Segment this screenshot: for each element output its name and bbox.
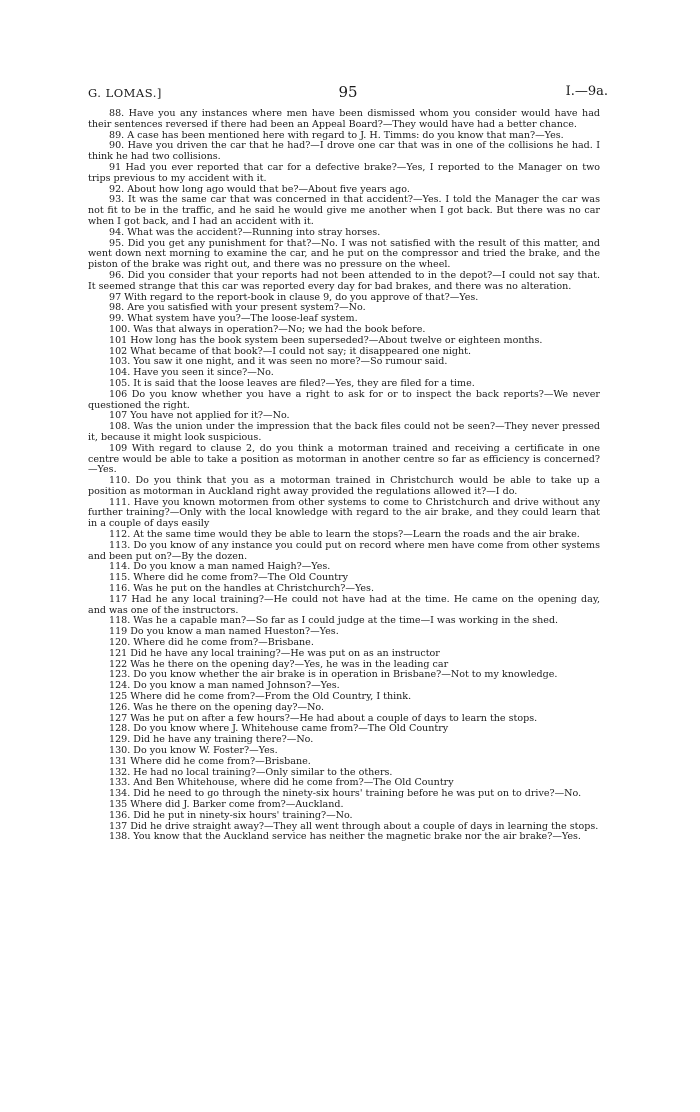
question-answer-paragraph: 120. Where did he come from?—Brisbane. (109, 637, 314, 649)
question-answer-paragraph: 96. Did you consider that your reports had not been attended to in the depot?—I could not say that. It seemed strange that this car was reported every day for bad brakes, and there was no alteration. (88, 269, 600, 292)
question-answer-paragraph: 100. Was that always in operation?—No; we had the book before. (109, 323, 426, 335)
question-answer-paragraph: 118. Was he a capable man?—So far as I could judge at the time—I was working in the shed. (109, 615, 559, 627)
question-answer-paragraph: 94. What was the accident?—Running into stray horses. (109, 226, 381, 238)
question-answer-paragraph: 99. What system have you?—The loose-leaf system. (109, 313, 358, 325)
question-answer-paragraph: 127 Was he put on after a few hours?—He had about a couple of days to learn the stops. (109, 712, 538, 724)
question-answer-paragraph: 104. Have you seen it since?—No. (109, 367, 274, 379)
question-answer-paragraph: 90. Have you driven the car that he had?—I drove one car that was in one of the collisions he had. I think he had two collisions. (88, 140, 600, 163)
question-answer-paragraph: 119 Do you know a man named Hueston?—Yes. (109, 626, 339, 638)
question-answer-paragraph: 115. Where did he come from?—The Old Country (109, 572, 349, 584)
question-answer-paragraph: 92. About how long ago would that be?—About five years ago. (109, 183, 410, 195)
question-answer-paragraph: 107 You have not applied for it?—No. (109, 410, 290, 422)
question-answer-paragraph: 130. Do you know W. Foster?—Yes. (109, 745, 278, 757)
question-answer-paragraph: 125 Where did he come from?—From the Old Country, I think. (109, 691, 412, 703)
question-answer-paragraph: 117 Had he any local training?—He could not have had at the time. He came on the opening day, and was one of the instructors. (88, 593, 600, 616)
page-number: 95 (338, 83, 358, 101)
question-answer-paragraph: 123. Do you know whether the air brake is in operation in Brisbane?—Not to my knowledge. (109, 669, 558, 681)
question-answer-paragraph: 108. Was the union under the impression that the back files could not be seen?—They never pressed it, because it might look suspicious. (88, 421, 600, 443)
question-answer-paragraph: 88. Have you any instances where men have been dismissed whom you consider would have had their sentences reversed if there had been an Appeal Board?—They would have had a better chance. (88, 108, 600, 130)
question-answer-paragraph: 133. And Ben Whitehouse, where did he come from?—The Old Country (109, 777, 454, 789)
question-answer-paragraph: 103. You saw it one night, and it was seen no more?—So rumour said. (109, 356, 448, 368)
question-answer-paragraph: 122 Was he there on the opening day?—Yes, he was in the leading car (109, 658, 449, 670)
question-answer-paragraph: 110. Do you think that you as a motorman trained in Christchurch would be able to take up a position as motorman in Auckland right away provided the regulations allowed it?—I do. (88, 475, 600, 497)
question-answer-paragraph: 129. Did he have any training there?—No. (109, 734, 314, 746)
header-witness-name: G. LOMAS.] (88, 86, 162, 100)
question-answer-paragraph: 131 Where did he come from?—Brisbane. (109, 755, 311, 767)
question-answer-paragraph: 138. You know that the Auckland service has neither the magnetic brake nor the air brake?—Yes. (109, 831, 581, 843)
question-answer-paragraph: 98. Are you satisfied with your present system?—No. (109, 302, 366, 314)
question-answer-paragraph: 109 With regard to clause 2, do you think a motorman trained and receiving a certificate in one centre would be able to take a position as motorman in another centre so far as efficiency is concerned?—Yes. (88, 442, 600, 476)
question-answer-paragraph: 134. Did he need to go through the ninety-six hours' training before he was put on to drive?—No. (109, 788, 582, 800)
question-answer-paragraph: 121 Did he have any local training?—He was put on as an instructor (109, 647, 440, 659)
question-answer-paragraph: 136. Did he put in ninety-six hours' training?—No. (109, 809, 353, 821)
question-answer-paragraph: 113. Do you know of any instance you could put on record where men have come from other systems and been put on?—By the dozen. (88, 539, 600, 562)
question-answer-paragraph: 124. Do you know a man named Johnson?—Yes. (109, 680, 340, 692)
question-answer-paragraph: 89. A case has been mentioned here with regard to J. H. Timms: do you know that man?—Yes. (109, 129, 564, 141)
question-answer-paragraph: 102 What became of that book?—I could not say; it disappeared one night. (109, 345, 472, 357)
question-answer-paragraph: 106 Do you know whether you have a right to ask for or to inspect the back reports?—We never questioned the right. (88, 388, 600, 411)
question-answer-paragraph: 111. Have you known motormen from other systems to come to Christchurch and drive without any further training?—Only with the local knowledge with regard to the air brake, and they could learn that in a couple of days easily (88, 496, 600, 530)
question-answer-paragraph: 97 With regard to the report-book in clause 9, do you approve of that?—Yes. (109, 291, 479, 303)
evidence-text (88, 109, 600, 843)
question-answer-paragraph: 105. It is said that the loose leaves are filed?—Yes, they are filed for a time. (109, 377, 475, 389)
page-header (88, 83, 608, 101)
question-answer-paragraph: 137 Did he drive straight away?—They all went through about a couple of days in learning the stops. (109, 820, 599, 832)
question-answer-paragraph: 126. Was he there on the opening day?—No. (109, 701, 325, 713)
question-answer-paragraph: 116. Was he put on the handles at Christchurch?—Yes. (109, 583, 374, 595)
question-answer-paragraph: 132. He had no local training?—Only similar to the others. (109, 766, 393, 778)
question-answer-paragraph: 95. Did you get any punishment for that?—No. I was not satisfied with the result of this matter, and went down next morning to examine the car, and he put on the compressor and tried the brake, and the piston of the brake was right out, and there was no pressure on the wheel. (88, 237, 600, 271)
question-answer-paragraph: 93. It was the same car that was concerned in that accident?—Yes. I told the Manager the car was not fit to be in the traffic, and he said he would give me another when I got back. But there was no car when I got back, and I had an accident with it. (88, 194, 600, 227)
question-answer-paragraph: 101 How long has the book system been superseded?—About twelve or eighteen months. (109, 334, 543, 346)
question-answer-paragraph: 128. Do you know where J. Whitehouse came from?—The Old Country (109, 723, 449, 735)
question-answer-paragraph: 91 Had you ever reported that car for a defective brake?—Yes, I reported to the Manager on two trips previous to my accident with it. (88, 161, 600, 184)
question-answer-paragraph: 114. Do you know a man named Haigh?—Yes. (109, 561, 331, 573)
header-paper-reference: I.—9a. (565, 84, 608, 99)
question-answer-paragraph: 112. At the same time would they be able to learn the stops?—Learn the roads and the air brake. (109, 529, 580, 541)
question-answer-paragraph: 135 Where did J. Barker come from?—Auckland. (109, 799, 344, 810)
